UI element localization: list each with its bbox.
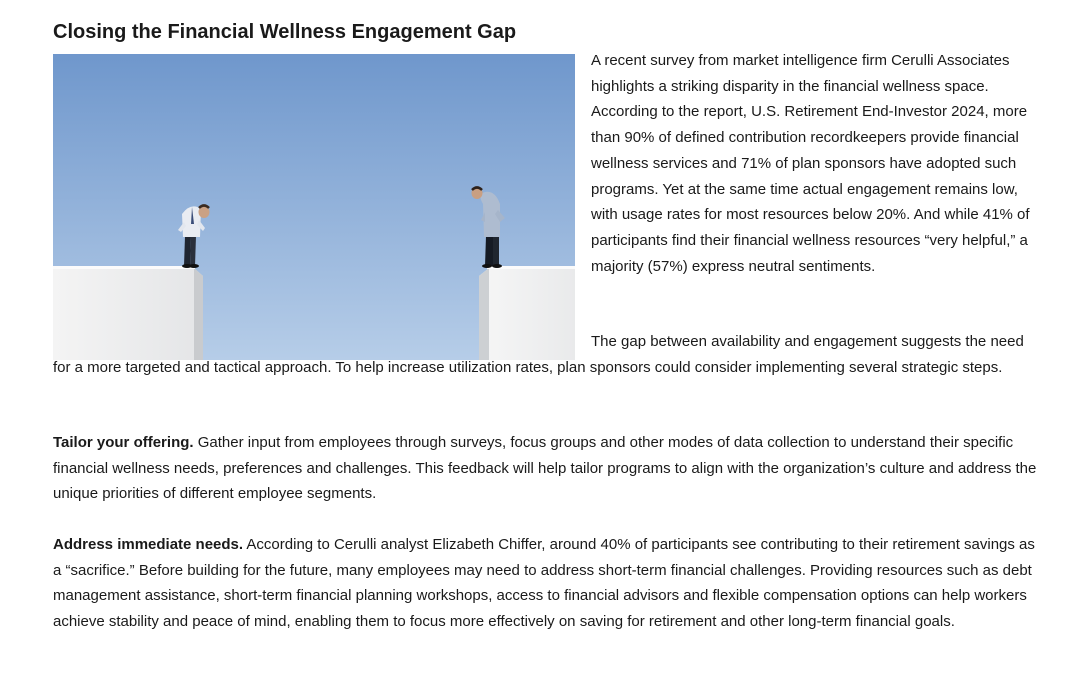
section-heading: Tailor your offering. [53,434,194,451]
section-heading: Address immediate needs. [53,536,244,553]
section-tailor-offering [53,430,1043,507]
intro-paragraph: A recent survey from market intelligence firm Cerulli Associates highlights a striking disparity in the financial wellness space. According to the report, U.S. Retirement End-Investor 2024, more than 90% of defined contribution recordkeepers provide financial wellness services and 71% of plan sponsors have adopted such programs. Yet at the same time actual engagement remains low, with usage rates for most resources below 20%. And while 41% of participants find their financial wellness resources “very helpful,” a majority (57%) express neutral sentiments. [591,52,1030,275]
section-body: Gather input from employees through surveys, focus groups and other modes of data collection to understand their specific financial wellness needs, preferences and challenges. This feedback will help tailor programs to align with the organization’s culture and address the unique priorities of different employee segments. [53,434,1037,503]
article-photo [53,54,575,360]
gap-paragraph: The gap between availability and engagement suggests the need for a more targeted and tactical approach. To help increase utilization rates, plan sponsors could consider implementing several strategic steps. [53,333,1024,376]
article-title: Closing the Financial Wellness Engagement Gap [53,21,517,43]
section-immediate-needs [53,532,1043,635]
section-body: According to Cerulli analyst Elizabeth Chiffer, around 40% of participants see contributing to their retirement savings as a “sacrifice.” Before building for the future, many employees may need to address short-term financial challenges. Providing resources such as debt management assistance, short-term financial planning workshops, access to financial advisors and flexible compensation options can help workers achieve stability and peace of mind, enabling them to focus more effectively on saving for retirement and other long-term financial goals. [53,536,1035,631]
